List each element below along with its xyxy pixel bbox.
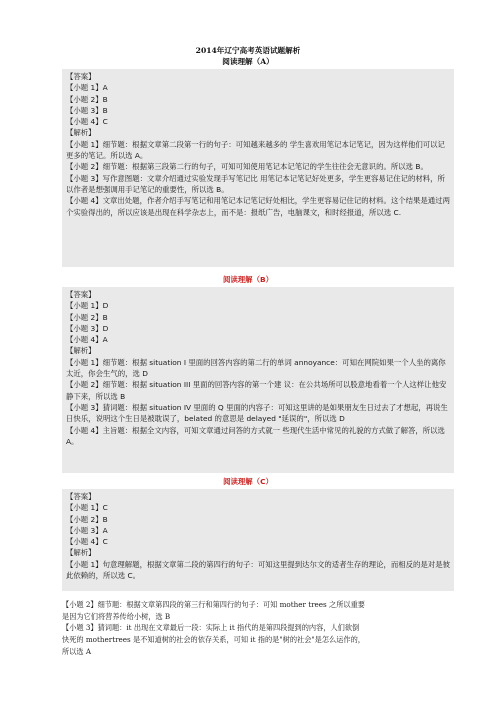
section-a-block [62, 69, 454, 267]
answer-item: 【小题 2】B [66, 514, 108, 524]
analysis-paragraph: 【小题 2】细节题：根据 situation III 里面的回答内容的第一个建 议：在公共场所可以股意地看着一个人这样让他安静下来，所以选 B [66, 380, 447, 401]
section-a-heading: 阅读理解（A） [222, 57, 274, 66]
analysis-paragraph: 【小题 1】细节题：根据 situation I 里面的回答内容的第二行的单词 annoyance：可知在网院如果一个人坐的离你太近，你会生气的，选 D [66, 357, 446, 379]
answer-item: 【小题 3】B [66, 105, 108, 115]
analysis-label: 【解析】 [66, 128, 96, 138]
section-c-continued [62, 599, 454, 658]
answer-item: 【小题 3】D [66, 323, 109, 333]
answer-item: 【小题 1】D [66, 301, 109, 311]
document-title: 2014年辽宁高考英语试题解析 [195, 46, 301, 55]
answer-item: 【小题 4】C [66, 537, 108, 547]
analysis-paragraph: 【小题 2】细节题：根据第三段第二行的句子，可知可知使用笔记本记笔记的学生往往会无意识的。所以选 B。 [66, 162, 428, 172]
analysis-line: 是因为它们将营养传给小树，选 B [62, 611, 171, 621]
analysis-paragraph: 【小题 1】句意理解题，根据文章第二段的第四行的句子：可知这里提到达尔文的适者生存的理论，而相反的是对是彼此依赖的，所以选 C。 [66, 559, 450, 581]
analysis-paragraph: 【小题 1】细节题：根据文章第二段第一行的句子：可知越来越多的 学生喜欢用笔记本记笔记，因为这样他们可以记更多的笔记。所以选 A。 [66, 139, 445, 161]
answer-item: 【小题 2】B [66, 94, 108, 104]
analysis-label: 【解析】 [66, 548, 96, 558]
analysis-paragraph: 【小题 3】写作意图题：文章介绍通过实验发现手写笔记比 用笔记本记笔记好处更多，学生更容易记住记的材料，所以作者是想强调用手记笔记的重要性，所以选 B。 [66, 173, 445, 194]
answer-item: 【小题 1】A [66, 83, 108, 93]
analysis-line: 所以选 A [62, 646, 92, 656]
analysis-line: 【小题 3】猜词题：it 出现在文章最后一段：实际上 it 指代的是第四段提到的内容，人们欲倒 [62, 623, 360, 633]
section-b-heading: 阅读理解（B） [223, 275, 273, 284]
answer-item: 【小题 2】B [66, 312, 108, 322]
answer-item: 【小题 1】C [66, 503, 108, 513]
analysis-label: 【解析】 [66, 346, 96, 356]
analysis-line: 快死的 mothertrees 是不知道树的社会的依存关系，可知 it 指的是"树的社会"是怎么运作的， [62, 635, 365, 645]
analysis-paragraph: 【小题 4】主旨题：根据全文内容，可知文章通过问答的方式就一 些现代生活中常见的礼貌的方式做了解答，所以选 A。 [66, 425, 445, 446]
section-c-heading: 阅读理解（C） [223, 477, 273, 486]
section-c-block [62, 489, 454, 591]
answer-label: 【答案】 [66, 72, 96, 81]
analysis-line: 【小题 2】细节题：根据文章第四段的第三行和第四行的句子：可知 mother trees 之所以重要 [62, 600, 365, 609]
section-b-block [62, 287, 454, 473]
answer-label: 【答案】 [66, 290, 96, 299]
answer-item: 【小题 4】C [66, 117, 108, 127]
answer-item: 【小题 4】A [66, 335, 108, 345]
analysis-paragraph: 【小题 4】文章出处题，作者介绍手写笔记和用笔记本记笔记好处相比，学生更容易记住记的材料。这个结果是通过两个实验得出的，所以应该是出现在科学杂志上，而不是：报纸广告，电脑课文，和时经报道，所以选 C. [66, 196, 450, 217]
analysis-paragraph: 【小题 3】猜词题：根据 situation IV 里面的 Q 里面的内容子：可知这里讲的是如果朋友生日过去了才想起，再说生日快乐，说明这个生日是被耽误了，belated 的意思是 delayed "延误的"，所以选 D [66, 402, 448, 424]
answer-label: 【答案】 [66, 492, 96, 501]
answer-item: 【小题 3】A [66, 525, 108, 535]
